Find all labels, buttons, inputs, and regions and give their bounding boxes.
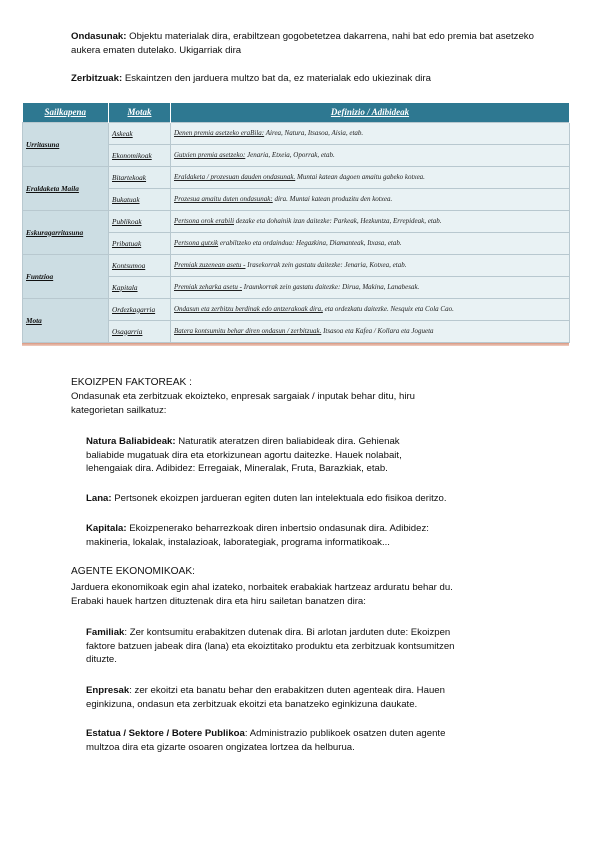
ondasunak-term: Ondasunak: bbox=[71, 31, 127, 42]
enpresak-paragraph: Enpresak: zer ekoitzi eta banatu behar den erabakitzen duten agenteak dira. Hauen eginkizuna, ondasun eta zerbitzuak ekoitzi eta banatzeko eginkizuna daukate. bbox=[86, 685, 445, 710]
table-row bbox=[23, 298, 570, 320]
type-cell: Ekonomikoak bbox=[109, 144, 171, 166]
classification-table-wrap bbox=[22, 103, 569, 346]
header-definizio: Definizio / Adibideak bbox=[171, 103, 570, 122]
ondasunak-text: Objektu materialak dira, erabiltzean gogobetetzea dakarrena, nahi bat edo premia bat asetzeko aukera ematen dutelako. Ukigarriak dira bbox=[71, 31, 534, 56]
estatua-paragraph: Estatua / Sektore / Botere Publikoa: Administrazio publikoek osatzen duten agente multzoa dira eta gizarte osoaren ongizatea lortzea da helburua. bbox=[86, 728, 446, 753]
classification-table bbox=[22, 103, 570, 343]
definition-cell: Batera kontsumitu behar diren ondasun / zerbitzuak. Itsasoa eta Kafea / Kollara eta Jogueta bbox=[171, 320, 570, 342]
type-cell: Ordezkagarria bbox=[109, 298, 171, 320]
factors-intro: Ondasunak eta zerbitzuak ekoizteko, enpresak sargaiak / inputak behar ditu, hiru kategorietan sailkatuz: bbox=[71, 391, 415, 416]
header-motak: Motak bbox=[109, 103, 171, 122]
definition-cell: Denen premia asetzeko eraBila: Airea, Natura, Itsasoa, Aisia, etab. bbox=[171, 122, 570, 144]
natura-paragraph: Natura Baliabideak: Naturatik ateratzen diren baliabideak dira. Gehienak baliabide mugatuak dira eta etorkizunean agortu daitezke. Hauek nolabait, lehengaiak dira. Adibidez: Erregaiak, Mineralak, Fruta, Barazkiak, etab. bbox=[86, 436, 402, 474]
table-row bbox=[23, 210, 570, 232]
type-cell: Publikoak bbox=[109, 210, 171, 232]
table-header-row bbox=[23, 103, 570, 122]
familiak-paragraph: Familiak: Zer kontsumitu erabakitzen dutenak dira. Bi arlotan jarduten dute: Ekoizpen faktore batzuen jabeak dira (lana) eta ekoiztitako produktu eta zerbitzuak kontsumitzen dituzte. bbox=[86, 627, 455, 665]
definition-cell: Premiak zeharka asetu - Iraunkorrak zein gastatu daitezke: Dirua, Makina, Lanabesak. bbox=[171, 276, 570, 298]
ondasunak-paragraph bbox=[71, 30, 541, 57]
category-eskuragarritasuna: Eskuragarritasuna bbox=[23, 210, 109, 254]
table-row bbox=[23, 122, 570, 144]
definition-cell: Prozesua amaitu duten ondasunak: dira. Muntai katean produzitu den kotxea. bbox=[171, 188, 570, 210]
zerbitzuak-paragraph bbox=[71, 72, 541, 86]
definition-cell: Eraldaketa / prozesuan dauden ondasunak. Muntai katean dagoen amaitu gabeko kotxea. bbox=[171, 166, 570, 188]
factors-title: EKOIZPEN FAKTOREAK : bbox=[71, 377, 192, 388]
type-cell: Pribatuak bbox=[109, 232, 171, 254]
category-funtzioa: Funtzioa bbox=[23, 254, 109, 298]
zerbitzuak-text: Eskaintzen den jarduera multzo bat da, ez materialak edo ukiezinak dira bbox=[124, 73, 431, 84]
category-eraldaketa: Eraldaketa Maila bbox=[23, 166, 109, 210]
estatua-term: Estatua / Sektore / Botere Publikoa bbox=[86, 728, 245, 739]
table-bottom-border bbox=[22, 343, 569, 346]
enpresak-term: Enpresak bbox=[86, 685, 130, 696]
table-row bbox=[23, 166, 570, 188]
natura-term: Natura Baliabideak: bbox=[86, 436, 176, 447]
lana-paragraph: Lana: Pertsonek ekoizpen jardueran egiten duten lan intelektuala edo fisikoa deritzo. bbox=[86, 493, 447, 504]
kapitala-paragraph: Kapitala: Ekoizpenerako beharrezkoak diren inbertsio ondasunak dira. Adibidez: makineria, lokalak, instalazioak, laborategiak, programa informatikoak... bbox=[86, 523, 429, 548]
header-sailkapena: Sailkapena bbox=[23, 103, 109, 122]
category-mota: Mota bbox=[23, 298, 109, 342]
type-cell: Bitartekoak bbox=[109, 166, 171, 188]
category-urritasuna: Urritasuna bbox=[23, 122, 109, 166]
familiak-term: Familiak bbox=[86, 627, 125, 638]
definition-cell: Gutxien premia asetzeko: Jenaria, Etxeia, Oporrak, etab. bbox=[171, 144, 570, 166]
definition-cell: Pertsona orok erabili dezake eta dohainik izan daitezke: Parkeak, Hezkuntza, Errepideak, etab. bbox=[171, 210, 570, 232]
type-cell: Osagarria bbox=[109, 320, 171, 342]
kapitala-term: Kapitala: bbox=[86, 523, 127, 534]
agents-title: AGENTE EKONOMIKOAK: bbox=[71, 566, 195, 577]
table-row bbox=[23, 254, 570, 276]
type-cell: Kontsumoa bbox=[109, 254, 171, 276]
agents-intro: Jarduera ekonomikoak egin ahal izateko, norbaitek erabakiak hartzeaz arduratu behar du. Erabaki hauek hartzen dituztenak dira eta hiru sailetan banatzen dira: bbox=[71, 582, 453, 607]
type-cell: Askeak bbox=[109, 122, 171, 144]
definition-cell: Ondasun eta zerbitzu berdinak edo antzerakoak dira, eta ordezkatu daitezke. Nesquix eta Cola Cao. bbox=[171, 298, 570, 320]
type-cell: Bukatuak bbox=[109, 188, 171, 210]
zerbitzuak-term: Zerbitzuak: bbox=[71, 73, 123, 84]
definition-cell: Premiak zuzenean asetu - Irasekorrak zein gastatu daitezke: Jenaria, Kotxea, etab. bbox=[171, 254, 570, 276]
definition-cell: Pertsona gutxik erabiltzeko eta ordaindua: Hegazkina, Diamanteak, Itxasa, etab. bbox=[171, 232, 570, 254]
lana-term: Lana: bbox=[86, 493, 112, 504]
type-cell: Kapitala bbox=[109, 276, 171, 298]
